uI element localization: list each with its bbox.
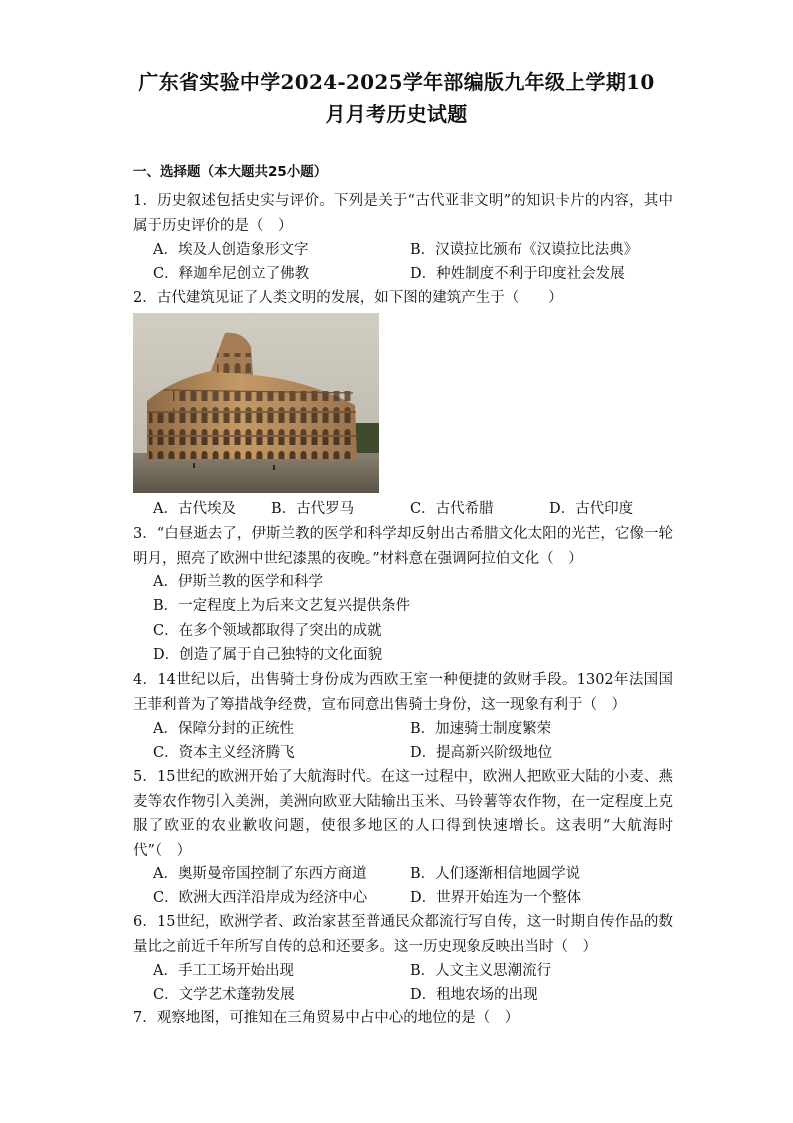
colosseum-arches-tier1 <box>149 437 355 459</box>
figure-2 <box>273 465 275 470</box>
question-4-option-d[interactable]: D．提高新兴阶级地位 <box>410 745 553 761</box>
question-5-option-c[interactable]: C．欧洲大西洋沿岸成为经济中心 <box>153 890 368 906</box>
question-3-option-d[interactable]: D．创造了属于自己独特的文化面貌 <box>153 647 383 663</box>
question-4-option-c[interactable]: C．资本主义经济腾飞 <box>153 745 295 761</box>
question-2-option-a[interactable]: A．古代埃及 <box>153 501 236 517</box>
question-4-option-a[interactable]: A．保障分封的正统性 <box>153 721 294 737</box>
question-2-option-b[interactable]: B．古代罗马 <box>271 501 355 517</box>
question-6-option-b[interactable]: B．人文主义思潮流行 <box>410 963 552 979</box>
question-2-option-d[interactable]: D．古代印度 <box>549 501 634 517</box>
question-2-stem: 2．古代建筑见证了人类文明的发展，如下图的建筑产生于（ ） <box>133 290 563 306</box>
exam-title-line2: 月月考历史试题 <box>325 102 468 126</box>
figure-1 <box>193 463 195 468</box>
question-1-option-d[interactable]: D．种姓制度不利于印度社会发展 <box>410 266 625 282</box>
question-5-option-d[interactable]: D．世界开始连为一个整体 <box>410 890 582 906</box>
question-1-stem: 1．历史叙述包括史实与评价。下列是关于“古代亚非文明”的知识卡片的内容，其中属于历史评价的是（ ） <box>133 193 673 234</box>
question-1-option-a[interactable]: A．埃及人创造象形文字 <box>153 242 309 258</box>
section-header: 一、选择题（本大题共25小题） <box>133 164 328 180</box>
colosseum-arches-tier3 <box>173 391 351 411</box>
colosseum-arches-tier2 <box>149 413 355 435</box>
question-7-stem: 7．观察地图，可推知在三角贸易中占中心的地位的是（ ） <box>133 1010 520 1026</box>
question-5-stem: 5．15世纪的欧洲开始了大航海时代。在这一过程中，欧洲人把欧亚大陆的小麦、燕麦等农作物引入美洲，美洲向欧亚大陆输出玉米、马铃薯等农作物，在一定程度上克服了欧亚的农业歉收问题，使很多地区的人口得到快速增长。这表明“大航海时代”（ ） <box>133 769 673 859</box>
colosseum-photo <box>133 313 379 493</box>
question-3-option-a[interactable]: A．伊斯兰教的医学和科学 <box>153 574 323 590</box>
question-2-option-c[interactable]: C．古代希腊 <box>410 501 494 517</box>
colosseum-arches-top <box>217 353 251 373</box>
question-3-option-b[interactable]: B．一定程度上为后来文艺复兴提供条件 <box>153 598 411 614</box>
exam-title <box>100 66 693 130</box>
exam-title-line1: 广东省实验中学2024-2025学年部编版九年级上学期10 <box>138 70 655 94</box>
question-5-option-b[interactable]: B．人们逐渐相信地圆学说 <box>410 866 581 882</box>
question-1-option-c[interactable]: C．释迦牟尼创立了佛教 <box>153 266 310 282</box>
question-5-option-a[interactable]: A．奥斯曼帝国控制了东西方商道 <box>153 866 367 882</box>
question-6-stem: 6．15世纪，欧洲学者、政治家甚至普通民众都流行写自传，这一时期自传作品的数量比之前近千年所写自传的总和还要多。这一历史现象反映出当时（ ） <box>133 914 673 955</box>
question-1-option-b[interactable]: B．汉谟拉比颁布《汉谟拉比法典》 <box>410 242 639 258</box>
question-6-option-a[interactable]: A．手工工场开始出现 <box>153 963 294 979</box>
question-4-stem: 4．14世纪以后，出售骑士身份成为西欧王室一种便捷的敛财手段。1302年法国国王菲利普为了筹措战争经费，宣布同意出售骑士身份，这一现象有利于（ ） <box>133 672 673 713</box>
question-4-option-b[interactable]: B．加速骑士制度繁荣 <box>410 721 552 737</box>
question-6-option-c[interactable]: C．文学艺术蓬勃发展 <box>153 987 295 1003</box>
question-3-stem: 3．“白昼逝去了，伊斯兰教的医学和科学却反射出古希腊文化太阳的光芒，它像一轮明月，照亮了欧洲中世纪漆黑的夜晚。”材料意在强调阿拉伯文化（ ） <box>133 526 673 567</box>
question-6-option-d[interactable]: D．租地农场的出现 <box>410 987 538 1003</box>
question-3-option-c[interactable]: C．在多个领域都取得了突出的成就 <box>153 623 382 639</box>
